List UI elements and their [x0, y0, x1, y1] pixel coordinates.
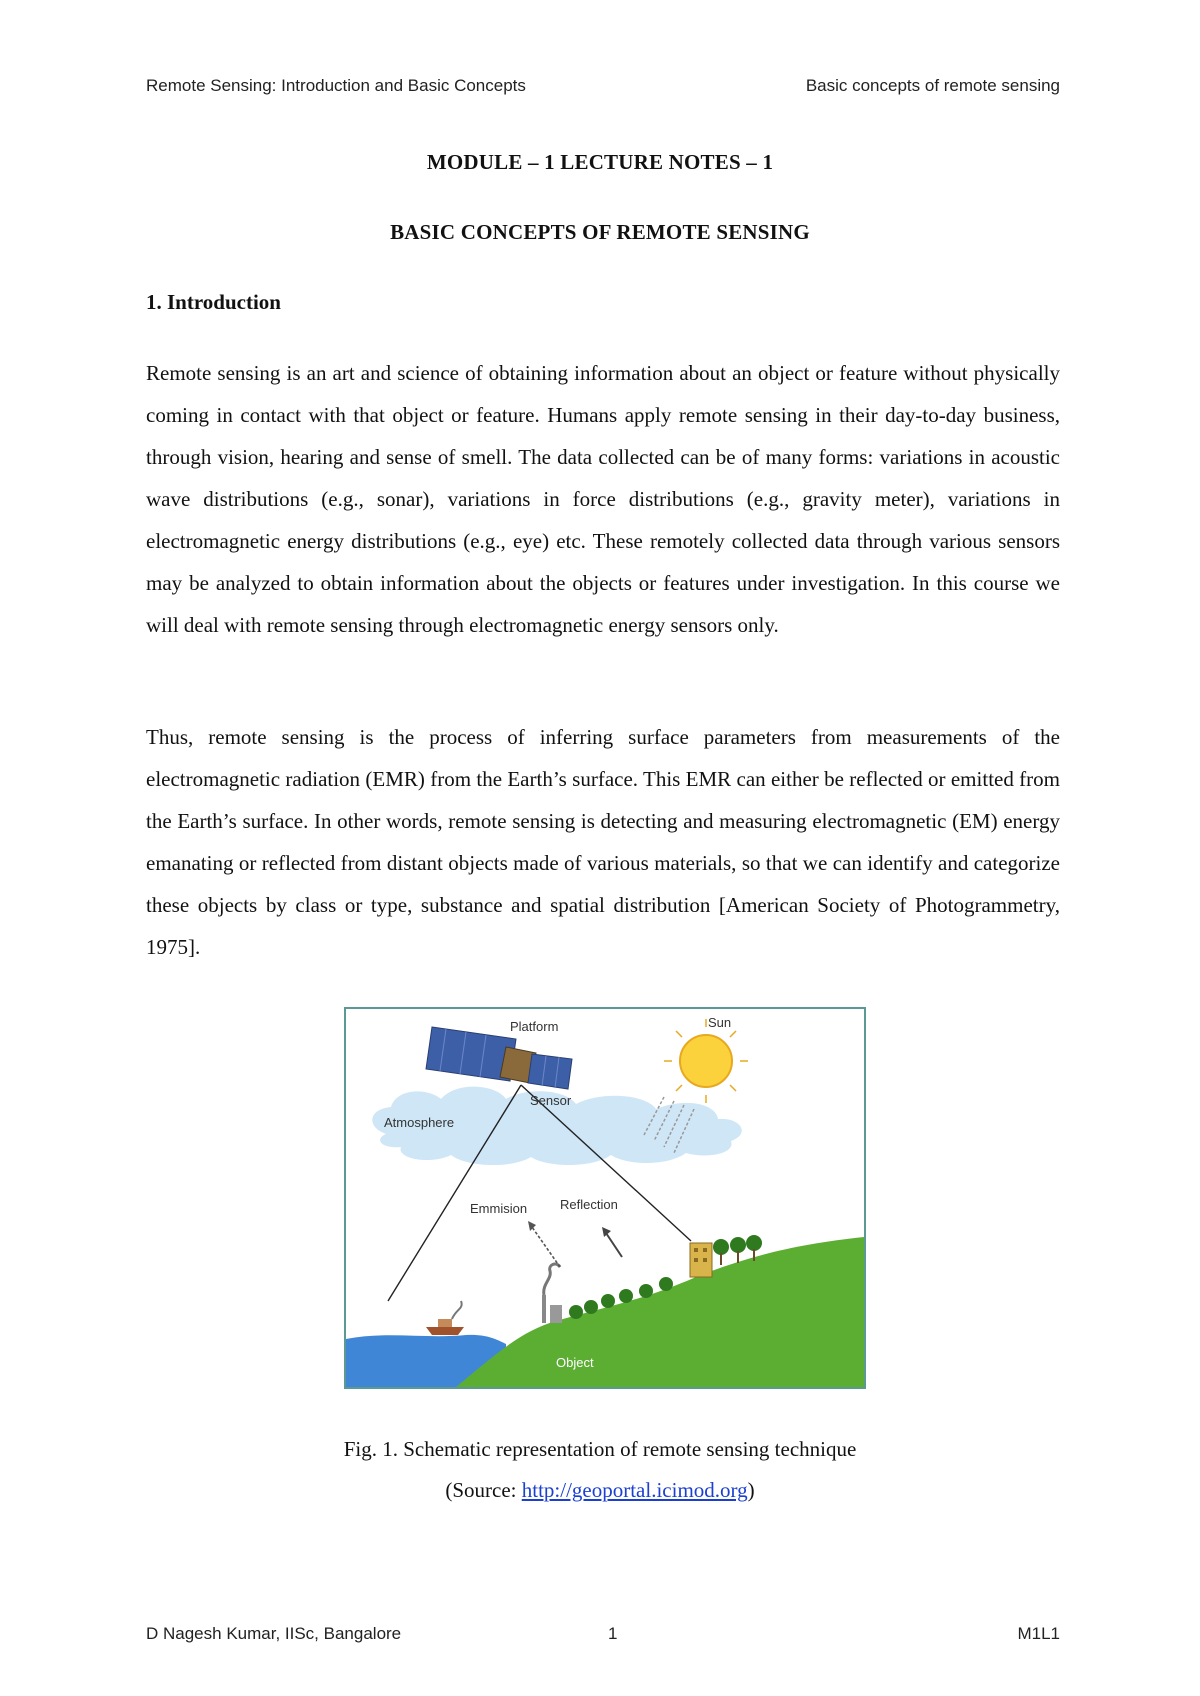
- header-right-text: Basic concepts of remote sensing: [805, 76, 1060, 95]
- sun-icon: [664, 1019, 748, 1103]
- figure-source: [0, 1478, 1200, 1503]
- label-reflection: Reflection: [560, 1197, 618, 1212]
- reflection-arrow: [602, 1227, 622, 1257]
- building-icon: [690, 1243, 712, 1277]
- factory-icon: [542, 1264, 562, 1323]
- label-platform: Platform: [510, 1019, 559, 1034]
- ground-area: [456, 1237, 864, 1387]
- footer-code: M1L1: [1017, 1624, 1060, 1643]
- ship-icon: [426, 1301, 464, 1335]
- header-left-text: Remote Sensing: Introduction and Basic Concepts: [146, 76, 526, 95]
- label-atmosphere: Atmosphere: [384, 1115, 455, 1130]
- paragraph-definition: Thus, remote sensing is the process of inferring surface parameters from measurements of the electromagnetic radiation (EMR) from the Earth’s surface. This EMR can either be reflected or emitted from the Earth’s surface. In other words, remote sensing is detecting and measuring electromagnetic (EM) energy emanating or reflected from distant objects made of various materials, so that we can identify and categorize these objects by class or type, substance and spatial distribution [American Society of Photogrammetry, 1975].: [146, 725, 1060, 959]
- paragraph-intro: Remote sensing is an art and science of obtaining information about an object or feature without physically coming in contact with that object or feature. Humans apply remote sensing in their day-to-day business, through vision, hearing and sense of smell. The data collected can be of many forms: variations in acoustic wave distributions (e.g., sonar), variations in force distributions (e.g., gravity meter), variations in electromagnetic energy distributions (e.g., eye) etc. These remotely collected data through various sensors may be analyzed to obtain information about the objects or features under investigation. In this course we will deal with remote sensing through electromagnetic energy sensors only.: [146, 361, 1060, 637]
- lecture-title: BASIC CONCEPTS OF REMOTE SENSING: [390, 220, 810, 244]
- satellite-icon: [426, 1027, 572, 1089]
- footer-author: D Nagesh Kumar, IISc, Bangalore: [146, 1624, 402, 1643]
- source-link[interactable]: http://geoportal.icimod.org: [521, 1478, 748, 1502]
- section-heading: 1. Introduction: [146, 290, 281, 314]
- label-sun: Sun: [708, 1015, 732, 1030]
- source-prefix: (Source:: [445, 1478, 522, 1502]
- module-title: MODULE – 1 LECTURE NOTES – 1: [426, 150, 774, 174]
- remote-sensing-figure: [344, 1007, 866, 1389]
- label-emmision: Emmision: [470, 1201, 528, 1216]
- page-number: 1: [608, 1624, 618, 1643]
- figure-caption: Fig. 1. Schematic representation of remote sensing technique: [343, 1437, 857, 1461]
- source-suffix: ): [747, 1478, 755, 1502]
- emission-arrow: [528, 1221, 560, 1267]
- label-sensor: Sensor: [530, 1093, 572, 1108]
- label-object: Object: [556, 1355, 594, 1370]
